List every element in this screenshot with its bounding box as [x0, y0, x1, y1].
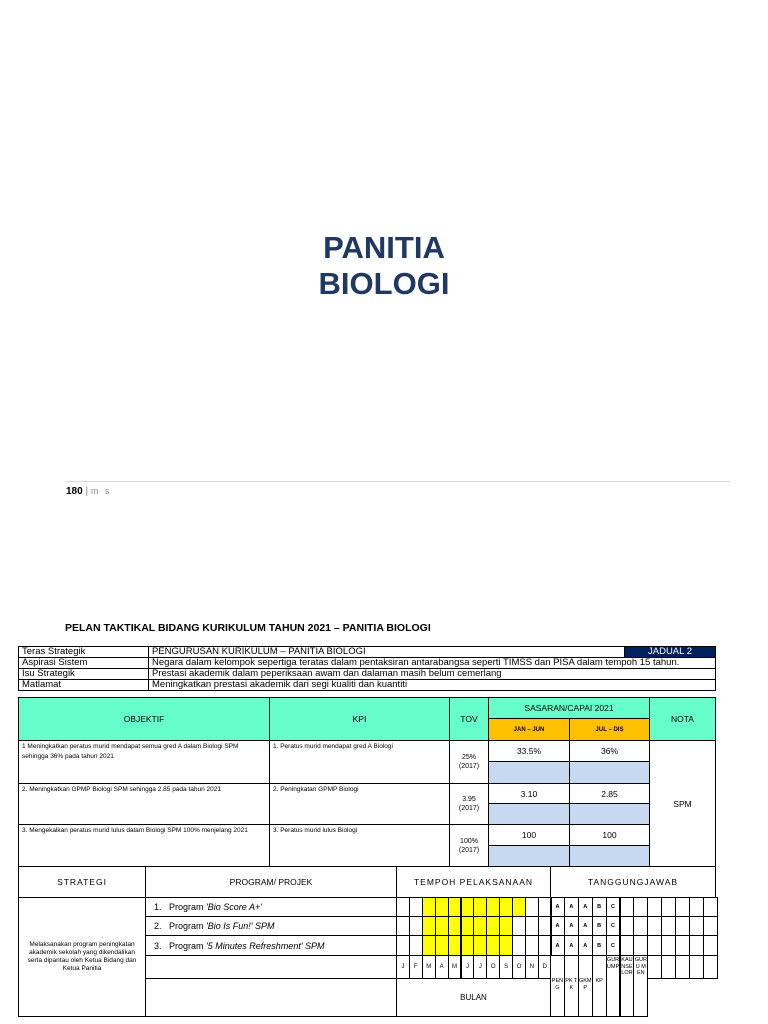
objektif-header: OBJEKTIF: [18, 697, 270, 741]
timeline-cell: [435, 916, 449, 936]
responsibility-cell: A: [564, 916, 579, 936]
month-label: J: [461, 955, 475, 979]
responsibility-cell: A: [564, 935, 579, 956]
responsibility-cell: A: [578, 916, 593, 936]
header-label: Teras Strategik: [19, 647, 149, 658]
tov-value: 100%: [460, 837, 478, 845]
timeline-cell: [461, 897, 475, 917]
header-value: PENGURUSAN KURIKULUM – PANITIA BIOLOGI: [149, 647, 625, 658]
jan-jun-header: JAN – JUN: [488, 718, 570, 741]
responsibility-label: PK TK: [564, 955, 579, 1017]
tanggungjawab-header: TANGGUNGJAWAB: [550, 866, 716, 898]
responsibility-cell: A: [550, 897, 565, 917]
objektif-cell: 1 Meningkatkan peratus murid mendapat semua gred A dalam Biologi SPM sehingga 36% pada tahun 2021: [18, 740, 270, 784]
header-label: Aspirasi Sistem: [19, 658, 149, 669]
responsibility-cell: [661, 955, 676, 979]
month-label: J: [473, 955, 487, 979]
responsibility-cell: A: [578, 935, 593, 956]
month-label: M: [422, 955, 436, 979]
responsibility-label: PENG: [550, 955, 565, 1017]
month-label: O: [486, 955, 500, 979]
responsibility-cell: [633, 916, 648, 936]
timeline-cell: [422, 916, 436, 936]
header-row-isu: [19, 669, 716, 680]
timeline-cell: [486, 916, 500, 936]
responsibility-cell: [689, 897, 704, 917]
responsibility-label: KAUNSELOR: [620, 955, 635, 1017]
header-row-matlamat: [19, 680, 716, 691]
timeline-cell: [525, 916, 539, 936]
responsibility-cell: [675, 916, 690, 936]
program-prefix: Program: [169, 902, 204, 912]
timeline-cell: [448, 935, 462, 956]
jul-dis-value: 2.85: [569, 783, 650, 804]
tov-value: 25%: [461, 754, 476, 761]
timeline-cell: [473, 916, 487, 936]
timeline-cell: [435, 935, 449, 956]
responsibility-cell: [661, 935, 676, 956]
timeline-cell: [499, 916, 513, 936]
timeline-cell: [473, 935, 487, 956]
responsibility-cell: [703, 935, 718, 956]
responsibility-cell: [661, 916, 676, 936]
timeline-cell: [409, 935, 423, 956]
objektif-cell: 3. Mengekalkan peratus murid lulus dalam Biologi SPM 100% menjelang 2021: [18, 824, 270, 867]
objektif-cell: 2. Meningkatkan GPMP Biologi SPM sehingga 2.85 pada tahun 2021: [18, 783, 270, 825]
timeline-cell: [512, 916, 526, 936]
responsibility-cell: A: [550, 916, 565, 936]
capai-cell: [569, 803, 650, 825]
month-label: A: [435, 955, 449, 979]
month-label: S: [499, 955, 513, 979]
strategi-header: STRATEGI: [18, 866, 146, 898]
program-number: 3.: [154, 940, 162, 951]
responsibility-label: KP: [592, 955, 607, 1017]
timeline-cell: [422, 897, 436, 917]
responsibility-cell: B: [592, 935, 607, 956]
responsibility-cell: [647, 916, 662, 936]
timeline-cell: [486, 897, 500, 917]
responsibility-cell: [703, 897, 718, 917]
month-label: M: [448, 955, 462, 979]
jul-dis-value: 100: [569, 824, 650, 846]
tov-year: (2017): [458, 763, 480, 770]
program-name: 'Bio Score A+': [206, 902, 262, 912]
program-prefix: Program: [169, 940, 204, 951]
program-name: '5 Minutes Refreshment' SPM: [206, 940, 325, 951]
timeline-cell: [461, 916, 475, 936]
jan-jun-value: 100: [488, 824, 570, 846]
responsibility-cell: [661, 897, 676, 917]
timeline-cell: [396, 935, 410, 956]
program-blank-row: [145, 955, 397, 979]
tov-cell: [449, 740, 489, 784]
responsibility-cell: [647, 935, 662, 956]
footer-separator: |: [85, 486, 89, 497]
responsibility-cell: [620, 897, 635, 917]
timeline-cell: [396, 897, 410, 917]
timeline-cell: [448, 897, 462, 917]
footer-text: m s: [90, 486, 112, 496]
capai-cell: [488, 803, 570, 825]
capai-cell: [488, 761, 570, 784]
header-row-teras: [19, 647, 716, 658]
plan-header-table: [18, 646, 716, 691]
header-label: Isu Strategik: [19, 669, 149, 680]
tov-header: TOV: [449, 697, 489, 741]
responsibility-cell: A: [550, 935, 565, 956]
responsibility-cell: [703, 916, 718, 936]
responsibility-cell: [633, 897, 648, 917]
program-row-2: [145, 916, 397, 936]
timeline-cell: [499, 935, 513, 956]
responsibility-label: GURU MEN: [633, 955, 648, 1017]
timeline-cell: [525, 897, 539, 917]
timeline-cell: [512, 897, 526, 917]
responsibility-cell: [689, 935, 704, 956]
month-label: O: [512, 955, 526, 979]
tov-year: (2017): [458, 805, 480, 812]
capai-cell: [569, 761, 650, 784]
responsibility-cell: C: [606, 916, 621, 936]
timeline-cell: [422, 935, 436, 956]
responsibility-cell: B: [592, 916, 607, 936]
timeline-cell: [396, 916, 410, 936]
responsibility-cell: [647, 955, 662, 979]
responsibility-cell: [620, 916, 635, 936]
program-number: 1.: [154, 902, 162, 912]
responsibility-label: GKMP: [578, 955, 593, 1017]
tov-year: (2017): [458, 846, 480, 854]
responsibility-cell: [675, 897, 690, 917]
timeline-cell: [409, 897, 423, 917]
responsibility-cell: [689, 916, 704, 936]
timeline-cell: [499, 897, 513, 917]
tov-cell: [449, 783, 489, 825]
responsibility-cell: B: [592, 897, 607, 917]
responsibility-cell: [675, 935, 690, 956]
timeline-cell: [435, 897, 449, 917]
timeline-cell: [409, 916, 423, 936]
month-label: J: [396, 955, 410, 979]
timeline-cell: [448, 916, 462, 936]
plan-title: PELAN TAKTIKAL BIDANG KURIKULUM TAHUN 2021 – PANITIA BIOLOGI: [65, 622, 431, 634]
header-label: Matlamat: [19, 680, 149, 691]
tempoh-header: TEMPOH PELAKSANAAN: [396, 866, 551, 898]
capai-cell: [569, 845, 650, 867]
responsibility-cell: C: [606, 897, 621, 917]
header-value: Meningkatkan prestasi akademik dari segi kualiti dan kuantiti: [149, 680, 716, 691]
timeline-cell: [473, 897, 487, 917]
page-number: 180: [66, 486, 83, 497]
responsibility-label: GURUMP: [606, 955, 621, 1017]
kpi-cell: 3. Peratus murid lulus Biologi: [269, 824, 450, 867]
month-label: N: [525, 955, 539, 979]
header-value: Negara dalam kelompok sepertiga teratas dalam pentaksiran antarabangsa seperti TIMSS dan PISA dalam tempoh 15 tahun.: [149, 658, 716, 669]
responsibility-cell: [633, 935, 648, 956]
header-row-aspirasi: [19, 658, 716, 669]
responsibility-cell: A: [578, 897, 593, 917]
nota-header: NOTA: [649, 697, 716, 741]
kpi-cell: 1. Peratus murid mendapat gred A Biologi: [269, 740, 450, 784]
program-blank-row: [145, 978, 397, 1017]
program-header: PROGRAM/ PROJEK: [145, 866, 397, 898]
responsibility-cell: [620, 935, 635, 956]
kpi-cell: 2. Peningkatan GPMP Biologi: [269, 783, 450, 825]
tov-value: 3.95: [462, 796, 476, 803]
kpi-header: KPI: [269, 697, 450, 741]
jadual-tag: JADUAL 2: [625, 647, 716, 658]
cover-title-line-2: BIOLOGI: [318, 266, 450, 301]
responsibility-cell: A: [564, 897, 579, 917]
capai-cell: [488, 845, 570, 867]
nota-cell: SPM: [649, 740, 716, 867]
tov-cell: [449, 824, 489, 867]
jan-jun-value: 33.5%: [488, 740, 570, 762]
timeline-cell: [486, 935, 500, 956]
responsibility-cell: [647, 897, 662, 917]
program-row-3: [145, 935, 397, 956]
jul-dis-value: 36%: [569, 740, 650, 762]
program-name: 'Bio Is Fun!' SPM: [206, 921, 275, 931]
program-row-1: [145, 897, 397, 917]
sasaran-header: SASARAN/CAPAI 2021: [488, 697, 650, 719]
page-footer: [66, 486, 111, 497]
responsibility-cell: [675, 955, 690, 979]
responsibility-cell: [689, 955, 704, 979]
header-value: Prestasi akademik dalam peperiksaan awam dan dalaman masih belum cemerlang: [149, 669, 716, 680]
cover-title-line-1: PANITIA: [323, 230, 445, 265]
timeline-cell: [525, 935, 539, 956]
timeline-cell: [461, 935, 475, 956]
responsibility-cell: C: [606, 935, 621, 956]
month-label: D: [538, 955, 552, 979]
timeline-cell: [512, 935, 526, 956]
bulan-label: BULAN: [396, 978, 551, 1017]
footer-divider: [66, 481, 730, 482]
jan-jun-value: 3.10: [488, 783, 570, 804]
jul-dis-header: JUL – DIS: [569, 718, 650, 741]
program-number: 2.: [154, 921, 162, 931]
strategi-cell: Melaksanakan program peningkatan akademik sekolah yang dikendalikan serta dipantau oleh Ketua Bidang dan Ketua Panitia: [18, 897, 146, 1017]
program-prefix: Program: [169, 921, 204, 931]
month-label: F: [409, 955, 423, 979]
responsibility-cell: [703, 955, 718, 979]
